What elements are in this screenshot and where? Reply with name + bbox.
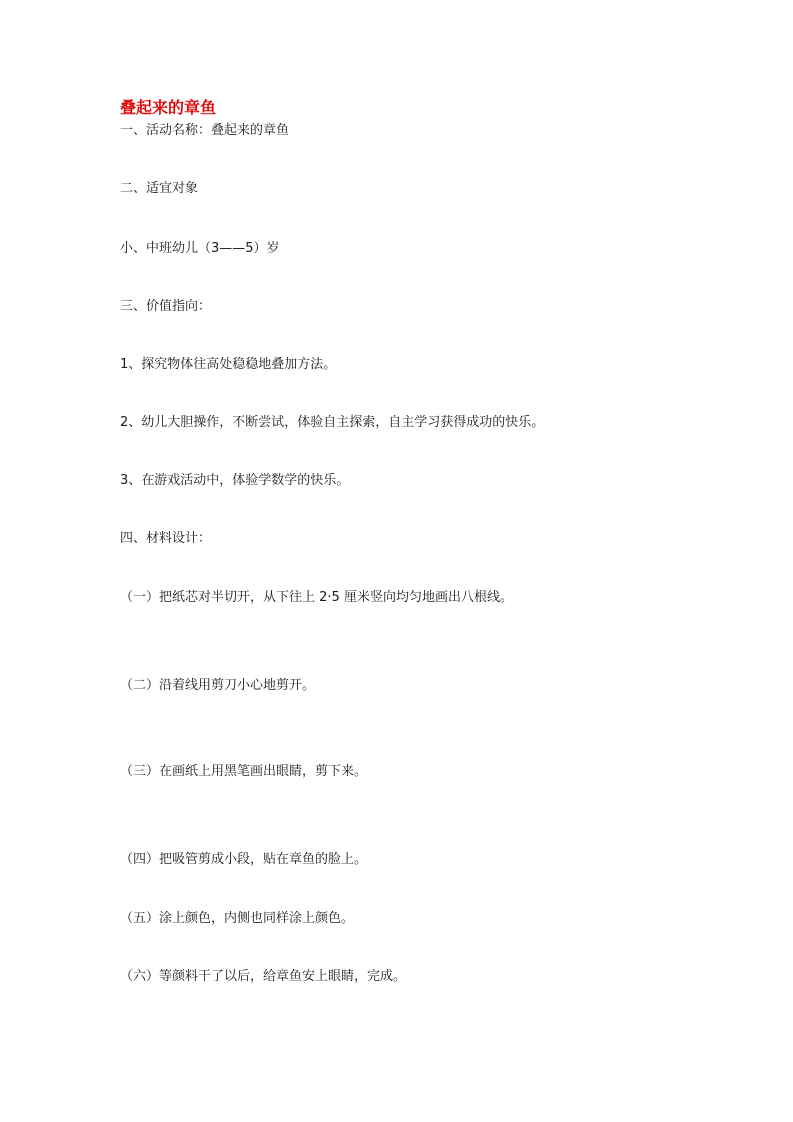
materials-step-2: （二）沿着线用剪刀小心地剪开。 <box>120 678 316 693</box>
materials-step-4: （四）把吸管剪成小段，贴在章鱼的脸上。 <box>120 852 368 867</box>
value-item-1: 1、探究物体往高处稳稳地叠加方法。 <box>120 357 337 372</box>
activity-name-line: 一、活动名称：叠起来的章鱼 <box>120 123 290 138</box>
materials-step-1: （一）把纸芯对半切开，从下往上 2·5 厘米竖向均匀地画出八根线。 <box>120 590 513 605</box>
materials-heading: 四、材料设计： <box>120 531 212 546</box>
target-heading: 二、适宜对象 <box>120 181 199 196</box>
materials-step-5: （五）涂上颜色，内侧也同样涂上颜色。 <box>120 911 355 926</box>
value-item-2: 2、幼儿大胆操作，不断尝试，体验自主探索，自主学习获得成功的快乐。 <box>120 415 545 430</box>
materials-step-6: （六）等颜料干了以后，给章鱼安上眼睛，完成。 <box>120 969 407 984</box>
materials-step-3: （三）在画纸上用黑笔画出眼睛，剪下来。 <box>120 764 368 779</box>
value-heading: 三、价值指向： <box>120 299 212 314</box>
target-audience-line: 小、中班幼儿（3——5）岁 <box>120 241 280 256</box>
value-item-3: 3、在游戏活动中，体验学数学的快乐。 <box>120 473 350 488</box>
document-title: 叠起来的章鱼 <box>120 98 217 117</box>
